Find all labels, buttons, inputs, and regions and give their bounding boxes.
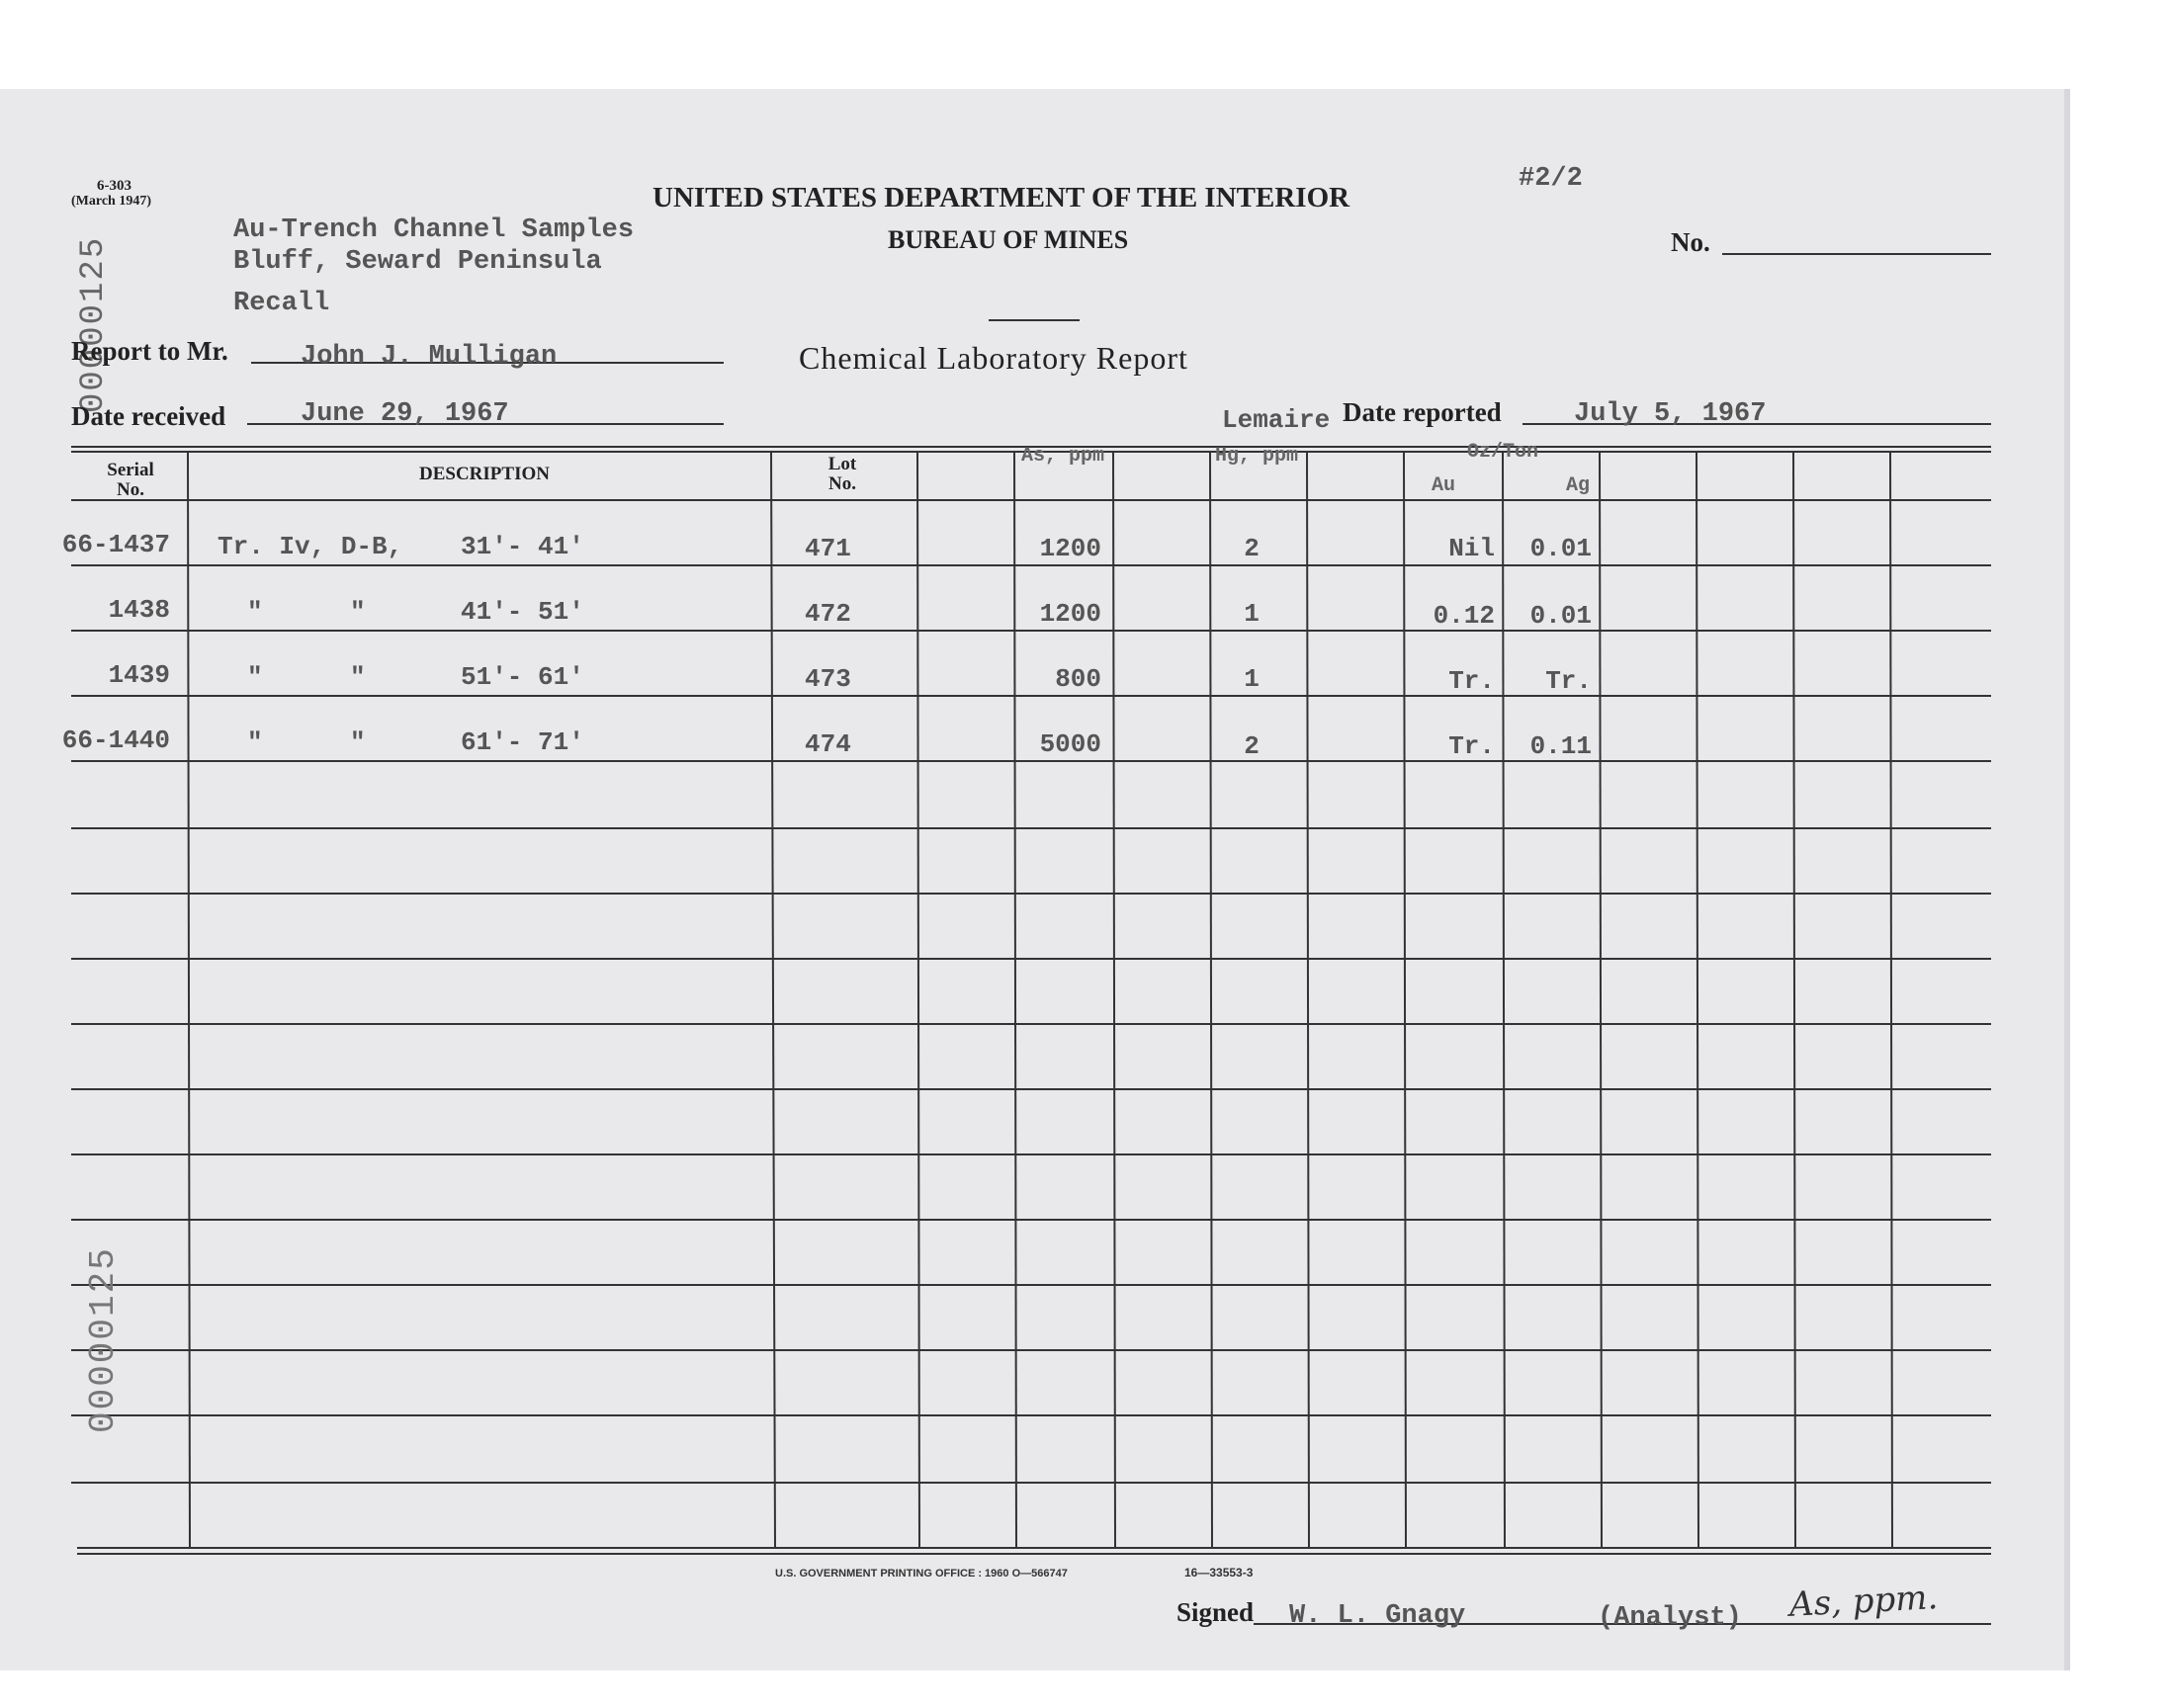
cell-ag: 0.01	[1529, 534, 1592, 563]
cell-interval: 51'- 61'	[461, 662, 584, 692]
cell-interval: 41'- 51'	[461, 597, 584, 627]
cell-description: "	[247, 597, 263, 627]
cell-serial: 1439	[108, 660, 170, 690]
header-description: DESCRIPTION	[419, 464, 550, 484]
date-reported-label: Date reported	[1343, 397, 1502, 427]
cell-ag: Tr.	[1545, 666, 1592, 696]
report-to-label: Report to Mr.	[71, 336, 228, 366]
sample-line-3: Recall	[233, 289, 330, 318]
cell-lot: 473	[805, 664, 851, 694]
cell-hg: 2	[1244, 731, 1260, 761]
cell-as: 800	[1055, 664, 1101, 694]
header-serial-no: Serial No.	[107, 460, 154, 500]
agency-title: UNITED STATES DEPARTMENT OF THE INTERIOR	[652, 182, 1350, 214]
no-label: No.	[1671, 227, 1710, 257]
signed-label: Signed	[1176, 1597, 1255, 1627]
cell-serial: 1438	[108, 595, 170, 625]
date-received-label: Date received	[71, 401, 226, 431]
bottom-archive-stamp: 00000125	[83, 1246, 124, 1433]
cell-description: "	[247, 662, 263, 692]
cell-interval: 31'- 41'	[461, 532, 584, 561]
header-lot-no: Lot No.	[827, 454, 857, 494]
cell-as: 1200	[1039, 534, 1101, 563]
page-mark: #2/2	[1519, 164, 1583, 194]
cell-au: Nil	[1448, 534, 1495, 563]
cell-lot: 474	[805, 729, 851, 759]
top-archive-stamp: 00000125	[75, 235, 113, 413]
cell-description: "	[247, 727, 263, 757]
cell-au: Tr.	[1448, 666, 1495, 696]
cell-interval: 61'- 71'	[461, 727, 584, 757]
cell-au: Tr.	[1448, 731, 1495, 761]
form-code: 16—33553-3	[1184, 1566, 1254, 1580]
date-received-value: June 29, 1967	[301, 399, 509, 429]
header-au: Au	[1431, 474, 1455, 497]
cell-ag: 0.11	[1529, 731, 1592, 761]
header-as-ppm: As, ppm	[1020, 445, 1104, 468]
cell-serial: 66-1437	[61, 530, 170, 559]
cell-lot: 471	[805, 534, 851, 563]
cell-ag: 0.01	[1529, 601, 1592, 631]
form-number: 6-303	[97, 178, 131, 194]
printing-office-line: U.S. GOVERNMENT PRINTING OFFICE : 1960 O—566747	[775, 1568, 1068, 1580]
cell-description-ditto: "	[350, 662, 366, 692]
cell-description-ditto: "	[350, 597, 366, 627]
report-to-value: John J. Mulligan	[301, 342, 558, 372]
cell-description: Tr. Iv, D-B,	[218, 532, 403, 561]
cell-hg: 1	[1244, 599, 1260, 629]
handwritten-note: As, ppm.	[1788, 1578, 1940, 1625]
cell-hg: 1	[1244, 664, 1260, 694]
cell-as: 1200	[1039, 599, 1101, 629]
cell-hg: 2	[1244, 534, 1260, 563]
analyst-label: (Analyst)	[1598, 1603, 1742, 1633]
cell-serial: 66-1440	[61, 726, 170, 755]
sample-line-2: Bluff, Seward Peninsula	[233, 247, 602, 277]
date-reported-value: July 5, 1967	[1574, 399, 1767, 429]
signed-value: W. L. Gnagy	[1289, 1601, 1466, 1631]
method-note: Lemaire	[1222, 405, 1331, 435]
cell-description-ditto: "	[350, 727, 366, 757]
form-edition: (March 1947)	[71, 194, 151, 209]
report-title: Chemical Laboratory Report	[799, 340, 1188, 376]
cell-au: 0.12	[1433, 601, 1495, 631]
header-hg-ppm: Hg, ppm	[1214, 445, 1298, 468]
header-ag: Ag	[1565, 474, 1590, 497]
sample-line-1: Au-Trench Channel Samples	[233, 215, 635, 245]
cell-lot: 472	[805, 599, 851, 629]
bureau-title: BUREAU OF MINES	[888, 225, 1129, 254]
cell-as: 5000	[1039, 729, 1101, 759]
header-oz-ton: Oz/Ton	[1466, 441, 1538, 464]
